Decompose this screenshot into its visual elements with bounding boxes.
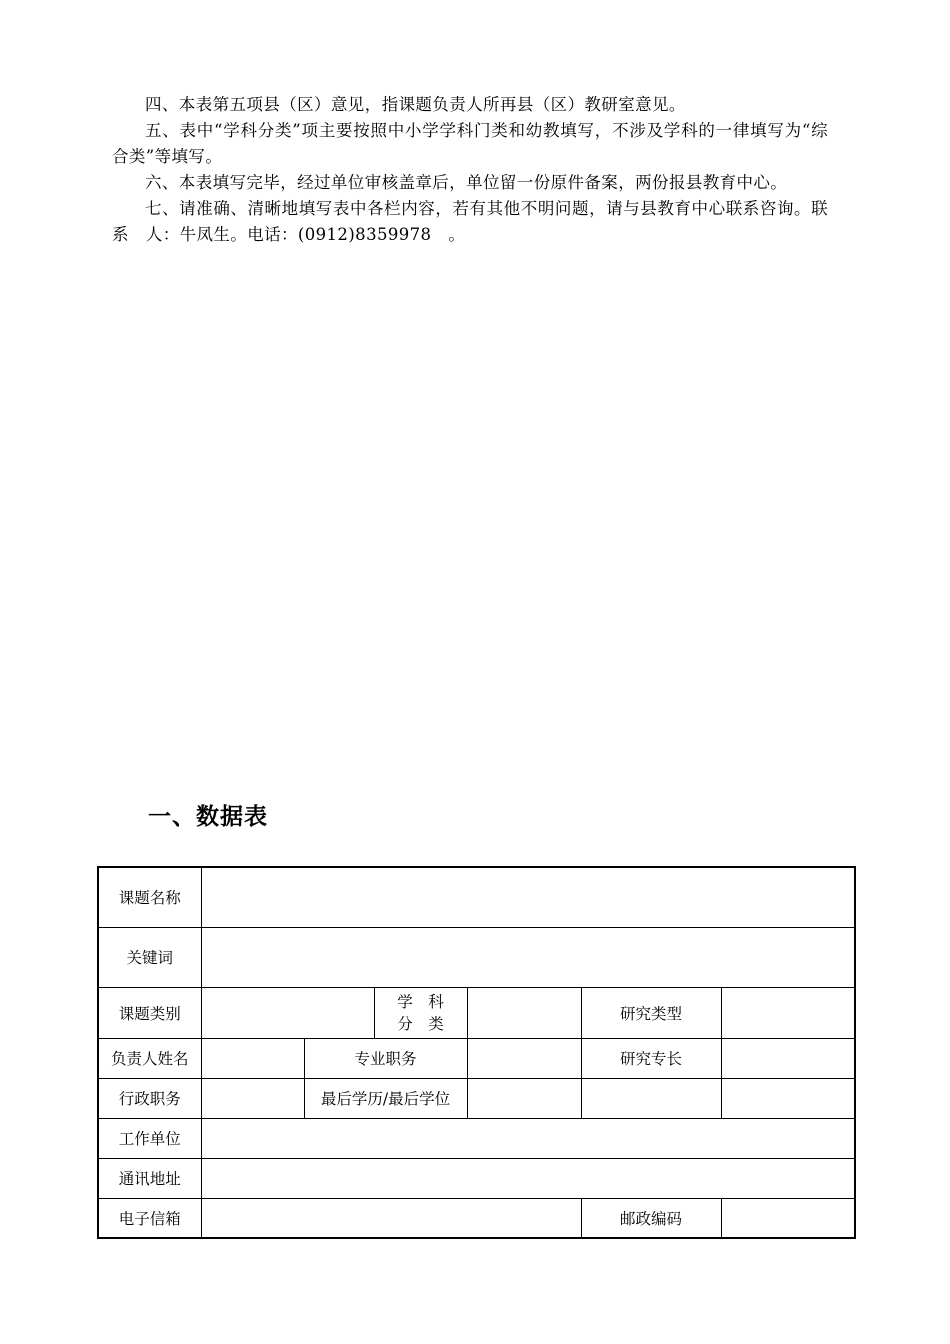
field-extra-1[interactable] [581,1078,721,1118]
field-research-type[interactable] [721,987,855,1038]
label-mailing-address: 通讯地址 [98,1158,201,1198]
field-email[interactable] [201,1198,581,1238]
label-subject-line1: 学 科 [397,992,444,1011]
field-extra-2[interactable] [721,1078,855,1118]
label-admin-position: 行政职务 [98,1078,201,1118]
label-research-type: 研究类型 [581,987,721,1038]
field-mailing-address[interactable] [201,1158,855,1198]
label-email: 电子信箱 [98,1198,201,1238]
data-form-table [97,866,856,1239]
field-topic-category[interactable] [201,987,374,1038]
field-postal-code[interactable] [721,1198,855,1238]
label-education-degree: 最后学历/最后学位 [304,1078,467,1118]
field-education-degree[interactable] [467,1078,581,1118]
field-work-unit[interactable] [201,1118,855,1158]
note-4: 四、本表第五项县（区）意见，指课题负责人所再县（区）教研室意见。 [145,95,686,114]
label-subject-category [374,987,467,1038]
label-work-unit: 工作单位 [98,1118,201,1158]
note-6: 六、本表填写完毕，经过单位审核盖章后，单位留一份原件备案，两份报县教育中心。 [145,173,788,192]
note-7: 七、请准确、清晰地填写表中各栏内容，若有其他不明问题，请与县教育中心联系咨询。联 系 人：牛凤生。电话：(0912)8359978 。 [112,199,845,244]
note-5: 五、表中“学科分类”项主要按照中小学学科门类和幼教填写，不涉及学科的一律填写为“综合类”等填写。 [112,121,828,166]
label-postal-code: 邮政编码 [581,1198,721,1238]
label-subject-line2: 分 类 [397,1014,444,1033]
field-admin-position[interactable] [201,1078,304,1118]
label-professional-title: 专业职务 [304,1038,467,1078]
field-professional-title[interactable] [467,1038,581,1078]
field-subject-category[interactable] [467,987,581,1038]
field-leader-name[interactable] [201,1038,304,1078]
label-leader-name: 负责人姓名 [98,1038,201,1078]
field-research-specialty[interactable] [721,1038,855,1078]
field-topic-name[interactable] [201,867,855,927]
label-keywords: 关键词 [98,927,201,987]
label-topic-name: 课题名称 [98,867,201,927]
label-topic-category: 课题类别 [98,987,201,1038]
label-research-specialty: 研究专长 [581,1038,721,1078]
section-title: 一、数据表 [148,804,268,830]
instructions [112,92,845,248]
field-keywords[interactable] [201,927,855,987]
